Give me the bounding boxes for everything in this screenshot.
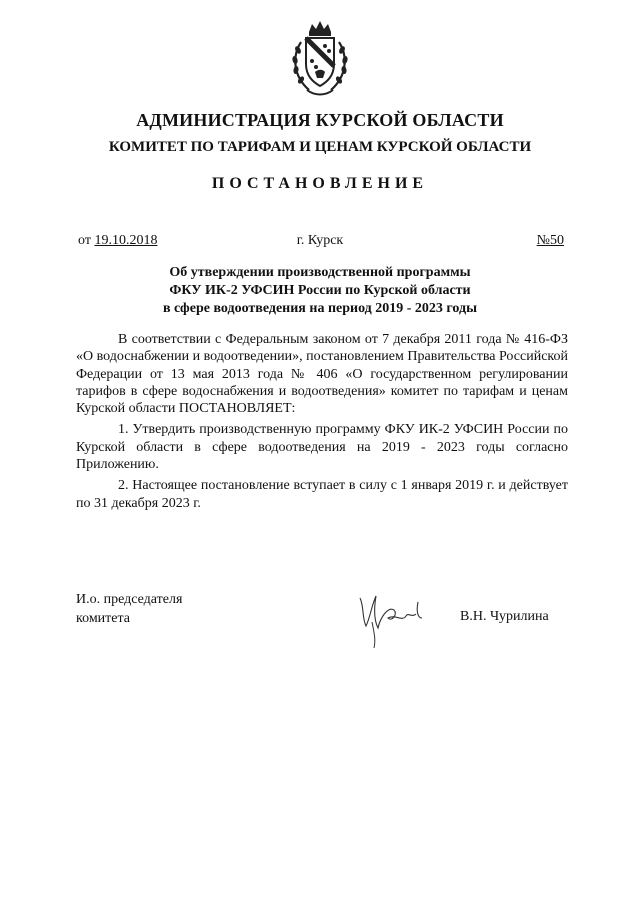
document-number: №50 (536, 233, 564, 248)
item-2-paragraph: 2. Настоящее постановление вступает в силу с 1 января 2019 г. и действует по 31 декабря 2023 г. (76, 478, 568, 511)
subject-line: ФКУ ИК-2 УФСИН России по Курской области (169, 283, 471, 298)
document-body (76, 331, 568, 512)
document-subject (0, 264, 640, 318)
coat-of-arms-icon (287, 18, 353, 100)
committee-title: КОМИТЕТ ПО ТАРИФАМ И ЦЕНАМ КУРСКОЙ ОБЛАСТИ (108, 139, 532, 155)
date-prefix: от (78, 233, 95, 248)
preamble-paragraph: В соответствии с Федеральным законом от 7 декабря 2011 года № 416-ФЗ «О водоснабжении и водоотведении», постановлением Правительства Российской Федерации от 13 мая 2013 года № 406 «О государственном регулировании тарифов в сфере водоснабжения и водоотведения» комитет по тарифам и ценам Курской области ПОСТАНОВЛЯЕТ: (76, 332, 568, 417)
handwritten-signature (352, 588, 442, 652)
document-type: ПОСТАНОВЛЕНИЕ (211, 175, 429, 192)
date-value: 19.10.2018 (94, 233, 158, 248)
subject-line: Об утверждении производственной программы (169, 265, 471, 280)
administration-title: АДМИНИСТРАЦИЯ КУРСКОЙ ОБЛАСТИ (136, 110, 504, 130)
item-1-paragraph: 1. Утвердить производственную программу ФКУ ИК-2 УФСИН России по Курской области в сфере водоотведения на 2019 - 2023 годы согласно Приложению. (76, 422, 568, 473)
signer-position-line: И.о. председателя (76, 592, 183, 607)
signer-position-line: комитета (76, 611, 131, 626)
signer-name: В.Н. Чурилина (460, 609, 549, 624)
signer-position (76, 590, 182, 628)
subject-line: в сфере водоотведения на период 2019 - 2023 годы (162, 301, 478, 316)
document-city: г. Курск (296, 233, 344, 248)
